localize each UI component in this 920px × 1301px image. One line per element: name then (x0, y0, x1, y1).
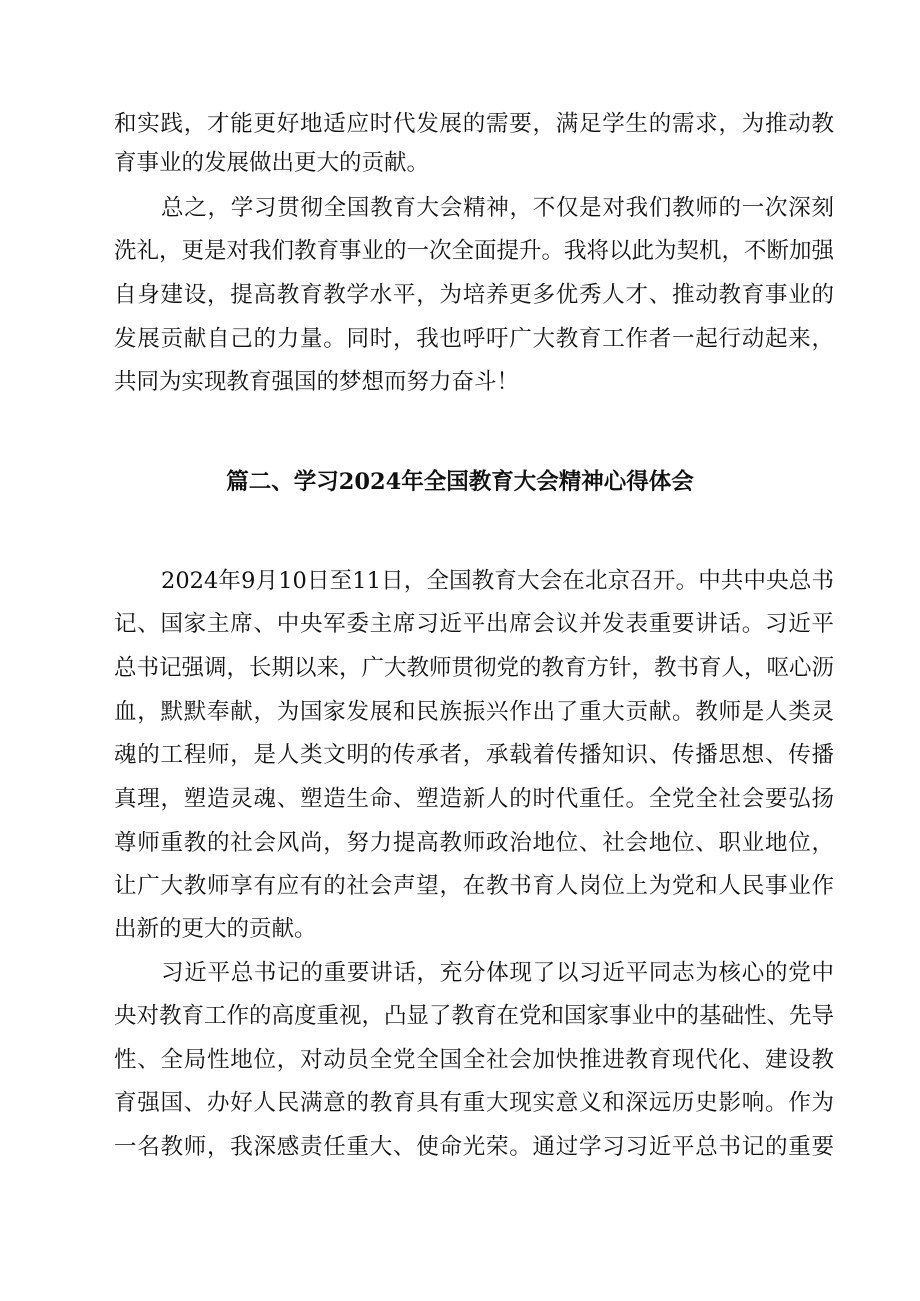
paragraph-line: 央对教育工作的高度重视，凸显了教育在党和国家事业中的基础性、先导 (114, 1003, 835, 1029)
paragraph-line: 出新的更大的贡献。 (114, 916, 317, 942)
paragraph-line: 尊师重教的社会风尚，努力提高教师政治地位、社会地位、职业地位， (114, 830, 834, 856)
paragraph-line: 2024年9月10日至11日，全国教育大会在北京召开。中共中央总书 (161, 568, 834, 594)
paragraph-line: 洗礼，更是对我们教育事业的一次全面提升。我将以此为契机，不断加强 (114, 238, 835, 264)
paragraph-line: 发展贡献自己的力量。同时，我也呼吁广大教育工作者一起行动起来， (114, 326, 834, 352)
paragraph-line: 育强国、办好人民满意的教育具有重大现实意义和深远历史影响。作为 (114, 1090, 834, 1116)
paragraph-line: 让广大教师享有应有的社会声望，在教书育人岗位上为党和人民事业作 (114, 873, 834, 899)
paragraph-line: 总书记强调，长期以来，广大教师贯彻党的教育方针，教书育人，呕心沥 (114, 655, 835, 681)
paragraph-line: 魂的工程师，是人类文明的传承者，承载着传播知识、传播思想、传播 (114, 742, 834, 768)
paragraph-line: 育事业的发展做出更大的贡献。 (114, 150, 430, 176)
paragraph-line: 共同为实现教育强国的梦想而努力奋斗！ (114, 369, 520, 395)
section-heading: 篇二、学习2024年全国教育大会精神心得体会 (226, 469, 694, 495)
paragraph-line: 自身建设，提高教育教学水平，为培养更多优秀人才、推动教育事业的 (114, 282, 834, 308)
paragraph-line: 血，默默奉献，为国家发展和民族振兴作出了重大贡献。教师是人类灵 (114, 699, 834, 725)
paragraph-line: 总之，学习贯彻全国教育大会精神，不仅是对我们教师的一次深刻 (161, 195, 834, 221)
paragraph-line: 和实践，才能更好地适应时代发展的需要，满足学生的需求，为推动教 (114, 111, 834, 137)
paragraph-line: 真理，塑造灵魂、塑造生命、塑造新人的时代重任。全党全社会要弘扬 (114, 786, 834, 812)
paragraph-line: 性、全局性地位，对动员全党全国全社会加快推进教育现代化、建设教 (114, 1047, 834, 1073)
paragraph-line: 记、国家主席、中央军委主席习近平出席会议并发表重要讲话。习近平 (114, 611, 834, 637)
paragraph-line: 习近平总书记的重要讲话，充分体现了以习近平同志为核心的党中 (161, 960, 834, 986)
paragraph-line: 一名教师，我深感责任重大、使命光荣。通过学习习近平总书记的重要 (114, 1134, 834, 1160)
